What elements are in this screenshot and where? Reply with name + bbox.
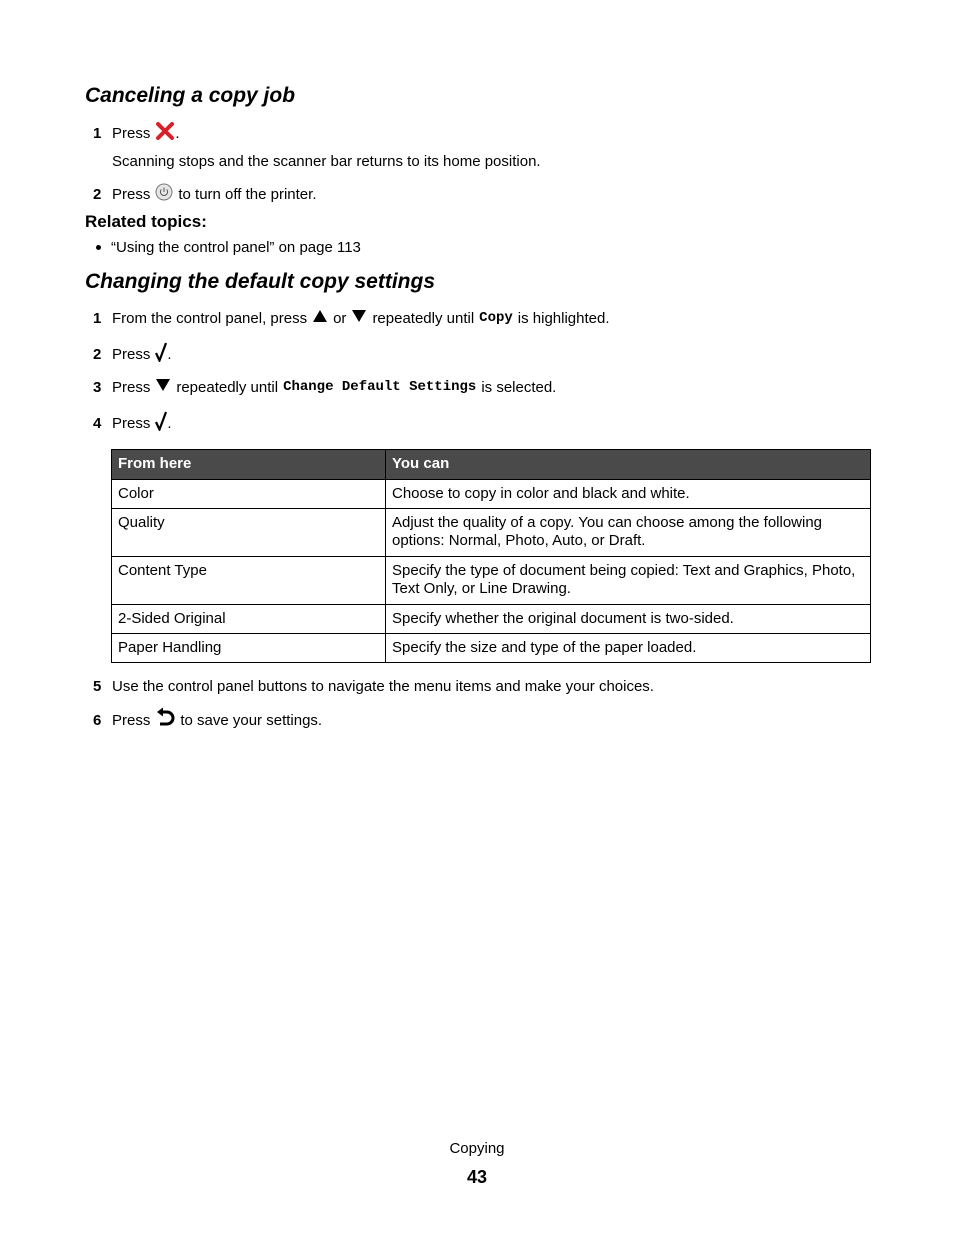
table-cell: Specify whether the original document is two-sided. (386, 605, 871, 634)
down-arrow-icon (155, 378, 171, 396)
step-text: Press (112, 378, 151, 396)
step-text-end: is highlighted. (517, 309, 610, 327)
cancel-x-icon (155, 121, 175, 145)
settings-step-5 (93, 676, 654, 696)
step-number: 6 (93, 711, 102, 729)
step-number: 3 (93, 378, 102, 396)
step-text: Press (112, 345, 151, 363)
cancel-step-1-note: Scanning stops and the scanner bar returns to its home position. (112, 153, 541, 170)
table-cell: 2-Sided Original (112, 605, 386, 634)
cancel-step-1 (93, 122, 180, 144)
step-number: 1 (93, 124, 102, 142)
step-text: repeatedly until (372, 309, 475, 327)
related-topics-heading: Related topics: (85, 212, 207, 231)
step-text-end: . (175, 124, 180, 142)
checkmark-icon (155, 411, 167, 435)
section-title-default-settings: Changing the default copy settings (85, 270, 436, 293)
settings-step-1 (93, 307, 610, 329)
step-text: Press (112, 711, 151, 729)
table-cell: Choose to copy in color and black and white. (386, 480, 871, 509)
step-text-end: . (167, 414, 172, 432)
footer-chapter: Copying (449, 1140, 505, 1157)
step-text: repeatedly until (176, 378, 279, 396)
step-text: Press (112, 124, 151, 142)
step-text: Press (112, 185, 151, 203)
page-number: 43 (466, 1167, 488, 1187)
settings-step-4 (93, 411, 172, 435)
column-header: You can (386, 450, 871, 480)
settings-step-2 (93, 342, 172, 366)
step-text: Use the control panel buttons to navigate the menu items and make your choices. (112, 677, 654, 695)
settings-step-3 (93, 376, 556, 398)
step-text: Press (112, 414, 151, 432)
step-number: 5 (93, 677, 102, 695)
step-text-or: or (333, 309, 347, 327)
copy-settings-table (111, 449, 871, 663)
table-row (112, 634, 871, 663)
step-number: 4 (93, 414, 102, 432)
table-cell: Specify the size and type of the paper loaded. (386, 634, 871, 663)
checkmark-icon (155, 342, 167, 366)
column-header: From here (112, 450, 386, 480)
table-cell: Content Type (112, 557, 386, 605)
step-text-end: to save your settings. (180, 711, 323, 729)
table-row (112, 557, 871, 605)
step-number: 1 (93, 309, 102, 327)
step-number: 2 (93, 345, 102, 363)
step-text-end: is selected. (481, 378, 557, 396)
step-text-end: . (167, 345, 172, 363)
table-cell: Adjust the quality of a copy. You can choose among the following options: Normal, Photo, Auto, or Draft. (386, 509, 871, 557)
table-cell: Specify the type of document being copied: Text and Graphics, Photo, Text Only, or Line Drawing. (386, 557, 871, 605)
power-icon (155, 183, 173, 205)
cancel-step-2 (93, 183, 317, 205)
down-arrow-icon (351, 309, 367, 327)
table-cell: Paper Handling (112, 634, 386, 663)
table-row (112, 509, 871, 557)
step-text-end: to turn off the printer. (178, 185, 317, 203)
step-number: 2 (93, 185, 102, 203)
table-header-row (112, 450, 871, 480)
table-cell: Quality (112, 509, 386, 557)
table-row (112, 605, 871, 634)
related-topic-link[interactable]: “Using the control panel” on page 113 (111, 239, 361, 256)
table-row (112, 480, 871, 509)
settings-step-6 (93, 708, 322, 732)
step-text: From the control panel, press (112, 309, 308, 327)
related-topic-item[interactable] (96, 239, 361, 256)
bullet-icon (96, 245, 101, 250)
section-title-canceling: Canceling a copy job (85, 84, 296, 107)
table-cell: Color (112, 480, 386, 509)
menu-item-code: Change Default Settings (283, 379, 477, 395)
menu-item-code: Copy (479, 310, 513, 326)
up-arrow-icon (312, 309, 328, 327)
back-arrow-icon (155, 707, 175, 733)
